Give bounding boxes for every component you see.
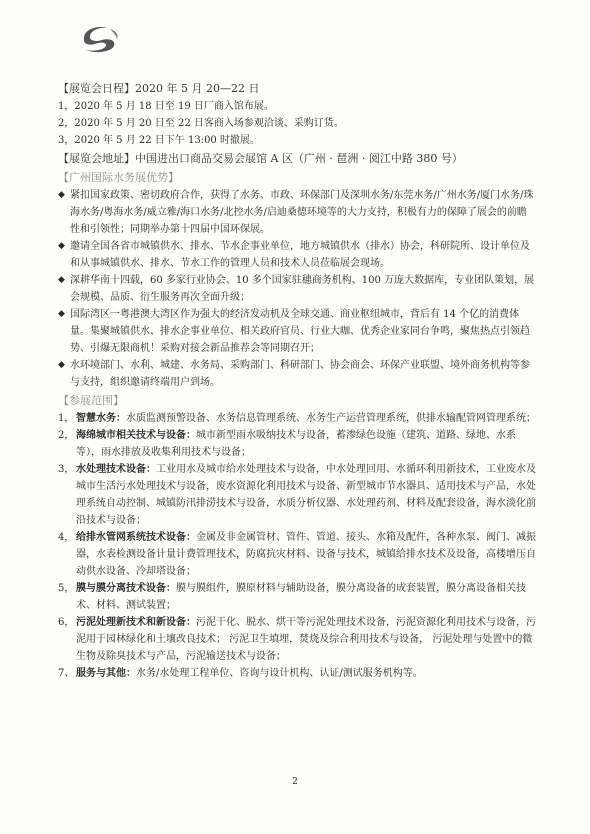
advantage-bullet: ◆ 邀请全国各省市城镇供水、排水、节水企事业单位，地方城镇供水（排水）协会，科研院所、设计单位及和从事城镇供水、排水、节水工作的管理人员和技术人员莅临展会现场。 — [58, 241, 530, 269]
scope-heading: 【参展范围】 — [58, 394, 124, 407]
swirl-logo-icon — [76, 24, 122, 54]
page-number: 2 — [292, 777, 298, 787]
scope-item: 5， 膜与膜分离技术设备：膜与膜组件，膜原材料与辅助设备，膜分离设备的成套装置，膜分离设备相关技术、材料、测试装置； — [58, 583, 526, 611]
venue-heading: 【展览会地址】中国进出口商品交易会展馆 A 区（广州 · 琶洲 · 阅江中路 380 号） — [58, 152, 463, 165]
schedule-item: 2，2020 年 5 月 20 日至 22 日客商入场参观洽谈、采购订货。 — [58, 118, 344, 129]
scope-item: 1， 智慧水务：水质监测预警设备、水务信息管理系统、水务生产运营管理系统，供排水输配管网管理系统； — [58, 413, 536, 424]
advantage-bullet: ◆ 深耕华南十四载，60 多家行业协会、10 多个国家驻穗商务机构、100 万庞大数据库，专业团队策划，展会规模、品质、衍生服务再次全面升级； — [58, 275, 535, 303]
advantage-bullet: ◆ 水环境部门、水利、城建、水务局、采购部门、科研部门、协会商会、环保产业联盟、境外商务机构等参与支持，组织邀请终端用户到场。 — [58, 360, 530, 388]
schedule-item: 1，2020 年 5 月 18 日至 19 日厂商入馆布展。 — [58, 101, 274, 112]
schedule-item: 3，2020 年 5 月 22 日下午 13:00 时撤展。 — [58, 135, 260, 146]
scope-item: 7、 服务与其他：水务/水处理工程单位、咨询与设计机构、认证/测试服务机构等。 — [58, 668, 423, 679]
advantage-bullet: ◆ 紧扣国家政策、密切政府合作，获得了水务、市政、环保部门及深圳水务/东莞水务/广州水务/厦门水务/珠海水务/粤海水务/威立雅/海口水务/北控水务/启迪桑德环境等的大力支持，积极有力的保障了展会的前瞻性和引领性；同期举办第十四届中国环保展。 — [58, 190, 534, 235]
schedule-heading: 【展览会日程】2020 年 5 月 20—22 日 — [58, 82, 260, 95]
scope-item: 6， 污泥处理新技术和新设备：污泥干化、脱水、烘干等污泥处理技术设备，污泥资源化利用技术与设备，污泥用于园林绿化和土壤改良技术； 污泥卫生填埋，焚烧及综合利用技术与设备， 污泥处理与处置中的微生物及除臭技术与产品，污泥输送技术与设备； — [58, 617, 536, 662]
advantages-heading: 【广州国际水务展优势】 — [58, 171, 179, 184]
document-body — [58, 80, 536, 682]
advantage-bullet: ◆ 国际湾区一粤港澳大湾区作为强大的经济发动机及全球交通、商业枢纽城市，背后有 14 个亿的消费体量。集聚城镇供水、排水企事业单位、相关政府官员、行业大咖、优秀企业家同台争鸣，聚焦热点引领趋势、引爆无限商机！采购对接会新品推荐会等同期召开； — [58, 309, 530, 354]
scope-item: 4， 给排水管网系统技术设备：金属及非金属管材、管件、管道、接头、水箱及配件，各种水泵、阀门、减振器，水表检测设备计量计费管理技术，防腐抗灾材料、设备与技术，城镇给排水技术及设备，高楼增压自动供水设备、冷却塔设备； — [58, 532, 536, 577]
scope-item: 3， 水处理技术设备：工业用水及城市给水处理技术与设备，中水处理回用、水循环利用新技术，工业废水及城市生活污水处理技术与设备，废水资源化利用技术与设备、新型城市节水器具、适用技术与产品，水处理系统自动控制、城镇防汛排涝技术与设备，水质分析仪器、水处理药剂、材料及配套设备，海水淡化前沿技术与设备； — [58, 464, 536, 526]
scope-item: 2， 海绵城市相关技术与设备：城市新型雨水吸纳技术与设备，蓄渗绿色设施（建筑、道路、绿地、水系等），雨水排放及收集利用技术与设备； — [58, 430, 516, 458]
